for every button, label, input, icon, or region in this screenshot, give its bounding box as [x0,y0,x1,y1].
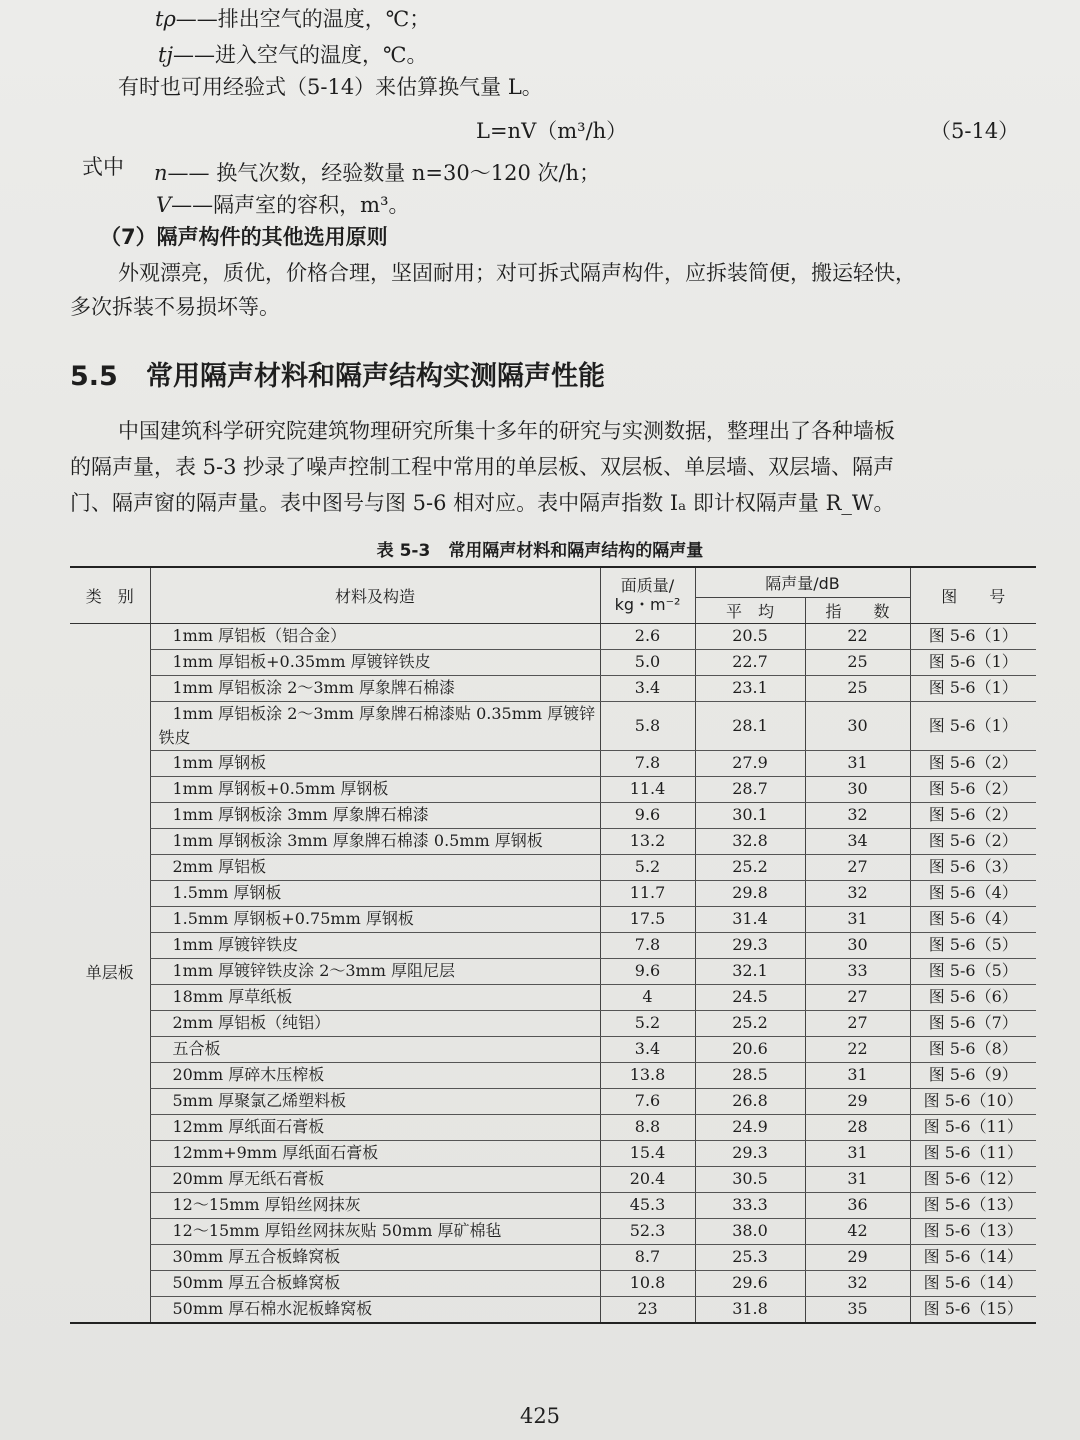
mass-cell: 7.8 [600,750,695,776]
table-body [70,623,1036,1323]
index-cell: 28 [805,1114,910,1140]
material-cell: 1mm 厚镀锌铁皮 [150,932,600,958]
figure-cell: 图 5-6（1） [910,649,1036,675]
figure-cell: 图 5-6（11） [910,1114,1036,1140]
def-tj: tj——进入空气的温度，℃。 [158,43,428,67]
table-row [70,1088,1036,1114]
section7-line1: 外观漂亮，质优，价格合理，坚固耐用；对可拆式隔声构件，应拆装简便，搬运轻快， [118,261,916,285]
mass-cell: 7.6 [600,1088,695,1114]
mass-cell: 23 [600,1296,695,1323]
mass-cell: 9.6 [600,802,695,828]
header-figure: 图 号 [910,567,1036,623]
avg-cell: 30.1 [695,802,805,828]
index-cell: 34 [805,828,910,854]
mass-cell: 5.2 [600,854,695,880]
mass-cell: 4 [600,984,695,1010]
avg-cell: 29.3 [695,1140,805,1166]
material-cell: 1.5mm 厚钢板+0.75mm 厚钢板 [150,906,600,932]
figure-cell: 图 5-6（13） [910,1192,1036,1218]
material-cell: 1mm 厚钢板涂 3mm 厚象牌石棉漆 [150,802,600,828]
mass-cell: 45.3 [600,1192,695,1218]
mass-cell: 11.7 [600,880,695,906]
avg-cell: 26.8 [695,1088,805,1114]
formula-number: （5-14） [930,119,1020,143]
index-cell: 31 [805,750,910,776]
material-cell: 1mm 厚钢板 [150,750,600,776]
table-row [70,649,1036,675]
avg-cell: 33.3 [695,1192,805,1218]
table-row [70,1010,1036,1036]
mass-cell: 3.4 [600,1036,695,1062]
material-cell: 2mm 厚铝板（纯铝） [150,1010,600,1036]
mass-cell: 10.8 [600,1270,695,1296]
avg-cell: 31.4 [695,906,805,932]
material-cell: 12～15mm 厚铅丝网抹灰 [150,1192,600,1218]
mass-cell: 8.8 [600,1114,695,1140]
figure-cell: 图 5-6（1） [910,701,1036,750]
index-cell: 27 [805,854,910,880]
avg-cell: 28.1 [695,701,805,750]
avg-cell: 31.8 [695,1296,805,1323]
avg-cell: 28.5 [695,1062,805,1088]
index-cell: 22 [805,1036,910,1062]
table-row [70,1192,1036,1218]
avg-cell: 29.6 [695,1270,805,1296]
figure-cell: 图 5-6（14） [910,1270,1036,1296]
table-caption: 表 5-3 常用隔声材料和隔声结构的隔声量 [376,541,704,561]
mass-cell: 11.4 [600,776,695,802]
section55-para1: 中国建筑科学研究院建筑物理研究所集十多年的研究与实测数据，整理出了各种墙板 [118,419,895,443]
index-cell: 30 [805,701,910,750]
avg-cell: 25.2 [695,1010,805,1036]
header-avg: 平 均 [695,597,805,623]
material-cell: 2mm 厚铝板 [150,854,600,880]
category-cell: 单层板 [70,623,150,1323]
table-row [70,1244,1036,1270]
table-row [70,1218,1036,1244]
index-cell: 29 [805,1088,910,1114]
figure-cell: 图 5-6（10） [910,1088,1036,1114]
table-row [70,1296,1036,1323]
table-row [70,854,1036,880]
index-cell: 30 [805,932,910,958]
avg-cell: 22.7 [695,649,805,675]
page-number: 425 [519,1404,561,1428]
mass-cell: 8.7 [600,1244,695,1270]
table-row [70,1062,1036,1088]
figure-cell: 图 5-6（11） [910,1140,1036,1166]
material-cell: 1mm 厚钢板涂 3mm 厚象牌石棉漆 0.5mm 厚钢板 [150,828,600,854]
figure-cell: 图 5-6（15） [910,1296,1036,1323]
header-index: 指 数 [805,597,910,623]
figure-cell: 图 5-6（2） [910,828,1036,854]
header-category: 类 别 [70,567,150,623]
section7-heading: （7）隔声构件的其他选用原则 [100,225,388,249]
section55-para3: 门、隔声窗的隔声量。表中图号与图 5-6 相对应。表中隔声指数 Iₐ 即计权隔声量 R_W。 [70,491,895,515]
table-row [70,623,1036,649]
figure-cell: 图 5-6（8） [910,1036,1036,1062]
material-cell: 1mm 厚铝板涂 2～3mm 厚象牌石棉漆贴 0.35mm 厚镀锌铁皮 [150,701,600,750]
index-cell: 27 [805,1010,910,1036]
header-mass: 面质量/ kg・m⁻² [600,567,695,623]
index-cell: 32 [805,880,910,906]
sound-insulation-table [70,566,1036,1324]
material-cell: 1mm 厚铝板涂 2～3mm 厚象牌石棉漆 [150,675,600,701]
figure-cell: 图 5-6（9） [910,1062,1036,1088]
figure-cell: 图 5-6（14） [910,1244,1036,1270]
table-row [70,984,1036,1010]
material-cell: 50mm 厚石棉水泥板蜂窝板 [150,1296,600,1323]
figure-cell: 图 5-6（13） [910,1218,1036,1244]
index-cell: 31 [805,906,910,932]
mass-cell: 5.8 [600,701,695,750]
material-cell: 30mm 厚五合板蜂窝板 [150,1244,600,1270]
index-cell: 31 [805,1062,910,1088]
material-cell: 1mm 厚钢板+0.5mm 厚钢板 [150,776,600,802]
avg-cell: 25.3 [695,1244,805,1270]
avg-cell: 38.0 [695,1218,805,1244]
index-cell: 22 [805,623,910,649]
table-row [70,701,1036,750]
section55-para2: 的隔声量，表 5-3 抄录了噪声控制工程中常用的单层板、双层板、单层墙、双层墙、隔声 [70,455,895,479]
figure-cell: 图 5-6（2） [910,776,1036,802]
material-cell: 1mm 厚铝板（铝合金） [150,623,600,649]
figure-cell: 图 5-6（3） [910,854,1036,880]
mass-cell: 17.5 [600,906,695,932]
index-cell: 42 [805,1218,910,1244]
index-cell: 30 [805,776,910,802]
section55-heading: 5.5 常用隔声材料和隔声结构实测隔声性能 [70,361,605,392]
mass-cell: 2.6 [600,623,695,649]
mass-cell: 7.8 [600,932,695,958]
shizhong-label: 式中 [82,155,124,179]
avg-cell: 23.1 [695,675,805,701]
index-cell: 32 [805,1270,910,1296]
material-cell: 12mm+9mm 厚纸面石膏板 [150,1140,600,1166]
avg-cell: 32.1 [695,958,805,984]
avg-cell: 28.7 [695,776,805,802]
mass-cell: 52.3 [600,1218,695,1244]
avg-cell: 30.5 [695,1166,805,1192]
figure-cell: 图 5-6（1） [910,623,1036,649]
material-cell: 12～15mm 厚铅丝网抹灰贴 50mm 厚矿棉毡 [150,1218,600,1244]
table-row [70,1140,1036,1166]
table-row [70,828,1036,854]
mass-cell: 15.4 [600,1140,695,1166]
avg-cell: 20.5 [695,623,805,649]
figure-cell: 图 5-6（2） [910,750,1036,776]
def-n: n—— 换气次数，经验数量 n=30～120 次/h； [154,161,601,185]
mass-cell: 5.2 [600,1010,695,1036]
index-cell: 36 [805,1192,910,1218]
header-material: 材料及构造 [150,567,600,623]
table-row [70,675,1036,701]
avg-cell: 32.8 [695,828,805,854]
table-row [70,776,1036,802]
avg-cell: 29.8 [695,880,805,906]
table-row [70,1036,1036,1062]
mass-cell: 9.6 [600,958,695,984]
material-cell: 20mm 厚无纸石膏板 [150,1166,600,1192]
mass-cell: 5.0 [600,649,695,675]
table-row [70,1270,1036,1296]
figure-cell: 图 5-6（7） [910,1010,1036,1036]
def-v: V——隔声室的容积，m³。 [156,193,410,217]
avg-cell: 24.9 [695,1114,805,1140]
index-cell: 35 [805,1296,910,1323]
avg-cell: 20.6 [695,1036,805,1062]
table-row [70,906,1036,932]
index-cell: 29 [805,1244,910,1270]
avg-cell: 27.9 [695,750,805,776]
mass-cell: 13.8 [600,1062,695,1088]
material-cell: 5mm 厚聚氯乙烯塑料板 [150,1088,600,1114]
table-row [70,958,1036,984]
material-cell: 12mm 厚纸面石膏板 [150,1114,600,1140]
material-cell: 1.5mm 厚钢板 [150,880,600,906]
figure-cell: 图 5-6（6） [910,984,1036,1010]
mass-cell: 3.4 [600,675,695,701]
table-row [70,880,1036,906]
avg-cell: 25.2 [695,854,805,880]
material-cell: 18mm 厚草纸板 [150,984,600,1010]
avg-cell: 24.5 [695,984,805,1010]
table-row [70,932,1036,958]
material-cell: 1mm 厚铝板+0.35mm 厚镀锌铁皮 [150,649,600,675]
figure-cell: 图 5-6（12） [910,1166,1036,1192]
figure-cell: 图 5-6（5） [910,958,1036,984]
index-cell: 32 [805,802,910,828]
figure-cell: 图 5-6（2） [910,802,1036,828]
index-cell: 33 [805,958,910,984]
table-row [70,802,1036,828]
material-cell: 1mm 厚镀锌铁皮涂 2～3mm 厚阻尼层 [150,958,600,984]
table-row [70,1114,1036,1140]
index-cell: 25 [805,649,910,675]
material-cell: 五合板 [150,1036,600,1062]
mass-cell: 13.2 [600,828,695,854]
table-row [70,1166,1036,1192]
formula-note: 有时也可用经验式（5-14）来估算换气量 L。 [118,75,543,99]
index-cell: 25 [805,675,910,701]
figure-cell: 图 5-6（4） [910,906,1036,932]
material-cell: 50mm 厚五合板蜂窝板 [150,1270,600,1296]
figure-cell: 图 5-6（4） [910,880,1036,906]
figure-cell: 图 5-6（1） [910,675,1036,701]
def-tp: tρ——排出空气的温度，℃； [155,7,431,31]
index-cell: 31 [805,1166,910,1192]
table-row [70,750,1036,776]
avg-cell: 29.3 [695,932,805,958]
mass-cell: 20.4 [600,1166,695,1192]
index-cell: 31 [805,1140,910,1166]
header-sound: 隔声量/dB [695,567,910,597]
material-cell: 20mm 厚碎木压榨板 [150,1062,600,1088]
section7-line2: 多次拆装不易损坏等。 [70,295,280,319]
figure-cell: 图 5-6（5） [910,932,1036,958]
index-cell: 27 [805,984,910,1010]
formula: L=nV（m³/h） [476,119,628,143]
